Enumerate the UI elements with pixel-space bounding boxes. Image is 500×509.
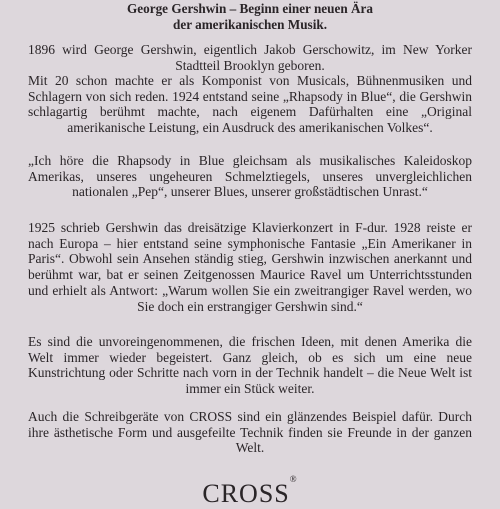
registered-mark: ®	[289, 474, 298, 484]
cross-logo-text: CROSS	[202, 478, 290, 508]
paragraph-paris-ravel: 1925 schrieb Gershwin das dreisätzige Klavierkonzert in F-dur. 1928 reiste er nach Europa – hier entstand seine symphonische Fantasie „Ein Amerikaner in Paris“. Obwohl sein Ansehen ständig stieg, Gershwin inzwischen anerkannt und berühmt war, bat er seinen Zeitgenossen Maurice Ravel um Unterrichtsstunden und erhielt als Antwort: „Warum wollen Sie ein zweitrangiger Ravel werden, wo Sie doch ein erstrangiger Gershwin sind.“	[28, 220, 472, 314]
paragraph-cross: Auch die Schreibgeräte von CROSS sind ein glänzendes Beispiel dafür. Durch ihre ästhetische Form und ausgefeilte Technik finden sie Freunde in der ganzen Welt.	[28, 409, 472, 456]
heading-line-1: George Gershwin – Beginn einer neuen Ära	[127, 1, 373, 16]
heading-line-2: der amerikanischen Musik.	[173, 17, 327, 32]
paragraph-quote: „Ich höre die Rhapsody in Blue gleichsam als musikalisches Kaleidoskop Amerikas, unseres ungeheuren Schmelztiegels, unseres unvergleichlichen nationalen „Pep“, unserer Blues, unserer großstädtischen Unrast.“	[28, 153, 472, 200]
paragraph-rhapsody: Mit 20 schon machte er als Komponist von Musicals, Bühnenmusiken und Schlagern von sich reden. 1924 entstand seine „Rhapsody in Blue“, die Gershwin schlagartig berühmt machte, nach eigenem Dafürhalten eine „Original amerikanische Leistung, ein Ausdruck des amerikanischen Volkes“.	[28, 73, 472, 136]
cross-logo	[0, 474, 500, 509]
paragraph-birth: 1896 wird George Gershwin, eigentlich Jakob Gerschowitz, im New Yorker Stadtteil Brooklyn geboren.	[28, 42, 472, 73]
paragraph-new-world: Es sind die unvoreingenommenen, die frischen Ideen, mit denen Amerika die Welt immer wieder begeistert. Ganz gleich, ob es sich um eine neue Kunstrichtung oder Schritte nach vorn in der Technik handelt – die Neue Welt ist immer ein Stück weiter.	[28, 334, 472, 397]
